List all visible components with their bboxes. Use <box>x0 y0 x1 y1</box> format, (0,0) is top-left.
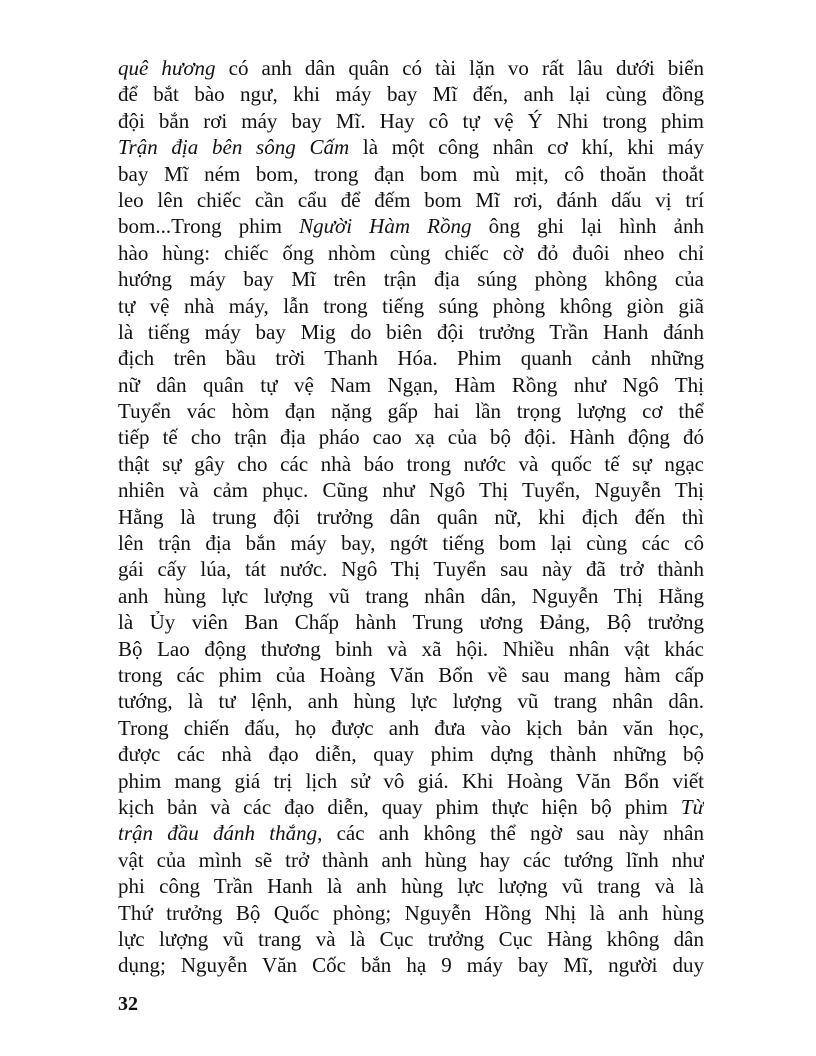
text-run: ông ghi lại hình ảnh <box>471 214 704 239</box>
text-run: Thứ trưởng Bộ Quốc phòng; Nguyễn Hồng Nhị là anh hùng <box>118 900 704 925</box>
body-text <box>118 55 704 979</box>
text-line <box>118 636 704 662</box>
text-run: hướng máy bay Mĩ trên trận địa súng phòng không của <box>118 267 704 292</box>
text-run: Bộ Lao động thương binh và xã hội. Nhiều nhân vật khác <box>118 636 704 661</box>
italic-title: Trận địa bên sông Cấm <box>118 135 350 160</box>
text-line <box>118 768 704 794</box>
text-line <box>118 688 704 714</box>
text-run: là Ủy viên Ban Chấp hành Trung ương Đảng, Bộ trưởng <box>118 610 704 635</box>
text-line <box>118 952 704 978</box>
italic-title: quê hương <box>118 56 216 80</box>
text-line <box>118 293 704 319</box>
text-line <box>118 319 704 345</box>
text-line <box>118 240 704 266</box>
text-run: bom...Trong phim <box>118 214 300 239</box>
text-run: trong các phim của Hoàng Văn Bổn về sau mang hàm cấp <box>118 662 704 687</box>
text-run: bay Mĩ ném bom, trong đạn bom mù mịt, cô thoăn thoắt <box>118 161 704 186</box>
text-line <box>118 583 704 609</box>
text-line <box>118 794 704 820</box>
text-run: đội bắn rơi máy bay Mĩ. Hay cô tự vệ Ý Nhi trong phim <box>118 108 704 133</box>
text-run: phi công Trần Hanh là anh hùng lực lượng vũ trang và là <box>118 874 704 899</box>
text-run: vật của mình sẽ trở thành anh hùng hay các tướng lĩnh như <box>118 847 704 872</box>
text-line <box>118 81 704 107</box>
text-run: nữ dân quân tự vệ Nam Ngạn, Hàm Rồng như Ngô Thị <box>118 372 704 397</box>
text-line <box>118 504 704 530</box>
text-run: gái cấy lúa, tát nước. Ngô Thị Tuyển sau này đã trở thành <box>118 557 704 582</box>
text-line <box>118 108 704 134</box>
text-line <box>118 266 704 292</box>
text-run: tự vệ nhà máy, lẫn trong tiếng súng phòng không giòn giã <box>118 293 704 318</box>
text-line <box>118 609 704 635</box>
text-run: tướng, là tư lệnh, anh hùng lực lượng vũ trang nhân dân. <box>118 689 704 714</box>
text-line <box>118 161 704 187</box>
text-run: là tiếng máy bay Mig do biên đội trưởng Trần Hanh đánh <box>118 319 704 344</box>
text-line <box>118 900 704 926</box>
text-run: dụng; Nguyễn Văn Cốc bắn hạ 9 máy bay Mĩ, người duy <box>118 953 704 978</box>
text-line <box>118 451 704 477</box>
italic-title: Từ <box>680 794 704 819</box>
text-run: có anh dân quân có tài lặn vo rất lâu dưới biển <box>215 56 704 80</box>
text-line <box>118 873 704 899</box>
text-run: anh hùng lực lượng vũ trang nhân dân, Nguyễn Thị Hằng <box>118 583 704 608</box>
text-line <box>118 55 704 81</box>
text-run: leo lên chiếc cần cẩu để đếm bom Mĩ rơi, đánh dấu vị trí <box>118 187 704 212</box>
text-line <box>118 477 704 503</box>
text-run: địch trên bầu trời Thanh Hóa. Phim quanh cảnh những <box>118 346 704 371</box>
text-run: tiếp tế cho trận địa pháo cao xạ của bộ đội. Hành động đó <box>118 425 704 450</box>
text-run: hào hùng: chiếc ống nhòm cùng chiếc cờ đỏ đuôi nheo chỉ <box>118 240 704 265</box>
text-line <box>118 345 704 371</box>
text-line <box>118 847 704 873</box>
text-line <box>118 424 704 450</box>
text-line <box>118 926 704 952</box>
text-line <box>118 187 704 213</box>
text-line <box>118 662 704 688</box>
text-run: để bắt bào ngư, khi máy bay Mĩ đến, anh lại cùng đồng <box>118 82 704 107</box>
text-line <box>118 372 704 398</box>
text-line <box>118 820 704 846</box>
text-run: Tuyển vác hòm đạn nặng gấp hai lần trọng lượng cơ thể <box>118 399 704 424</box>
text-run: được các nhà đạo diễn, quay phim dựng thành những bộ <box>118 742 704 767</box>
text-line <box>118 134 704 160</box>
text-line <box>118 715 704 741</box>
text-run: là một công nhân cơ khí, khi máy <box>349 135 704 160</box>
text-run: Hằng là trung đội trưởng dân quân nữ, khi địch đến thì <box>118 504 704 529</box>
text-run: kịch bản và các đạo diễn, quay phim thực hiện bộ phim <box>118 794 681 819</box>
text-run: nhiên và cảm phục. Cũng như Ngô Thị Tuyển, Nguyễn Thị <box>118 478 704 503</box>
text-line <box>118 398 704 424</box>
text-line <box>118 530 704 556</box>
italic-title: trận đầu đánh thắng <box>118 821 318 846</box>
text-run: thật sự gây cho các nhà báo trong nước và quốc tế sự ngạc <box>118 451 704 476</box>
text-run: lên trận địa bắn máy bay, ngớt tiếng bom lại cùng các cô <box>118 531 704 556</box>
text-run: Trong chiến đấu, họ được anh đưa vào kịch bản văn học, <box>118 715 704 740</box>
text-line <box>118 213 704 239</box>
text-run: lực lượng vũ trang và là Cục trưởng Cục Hàng không dân <box>118 926 704 951</box>
text-line <box>118 556 704 582</box>
text-run: , các anh không thể ngờ sau này nhân <box>317 821 704 846</box>
italic-title: Người Hàm Rồng <box>299 214 472 239</box>
page-number: 32 <box>118 993 138 1015</box>
text-line <box>118 741 704 767</box>
text-run: phim mang giá trị lịch sử vô giá. Khi Hoàng Văn Bổn viết <box>118 768 704 793</box>
